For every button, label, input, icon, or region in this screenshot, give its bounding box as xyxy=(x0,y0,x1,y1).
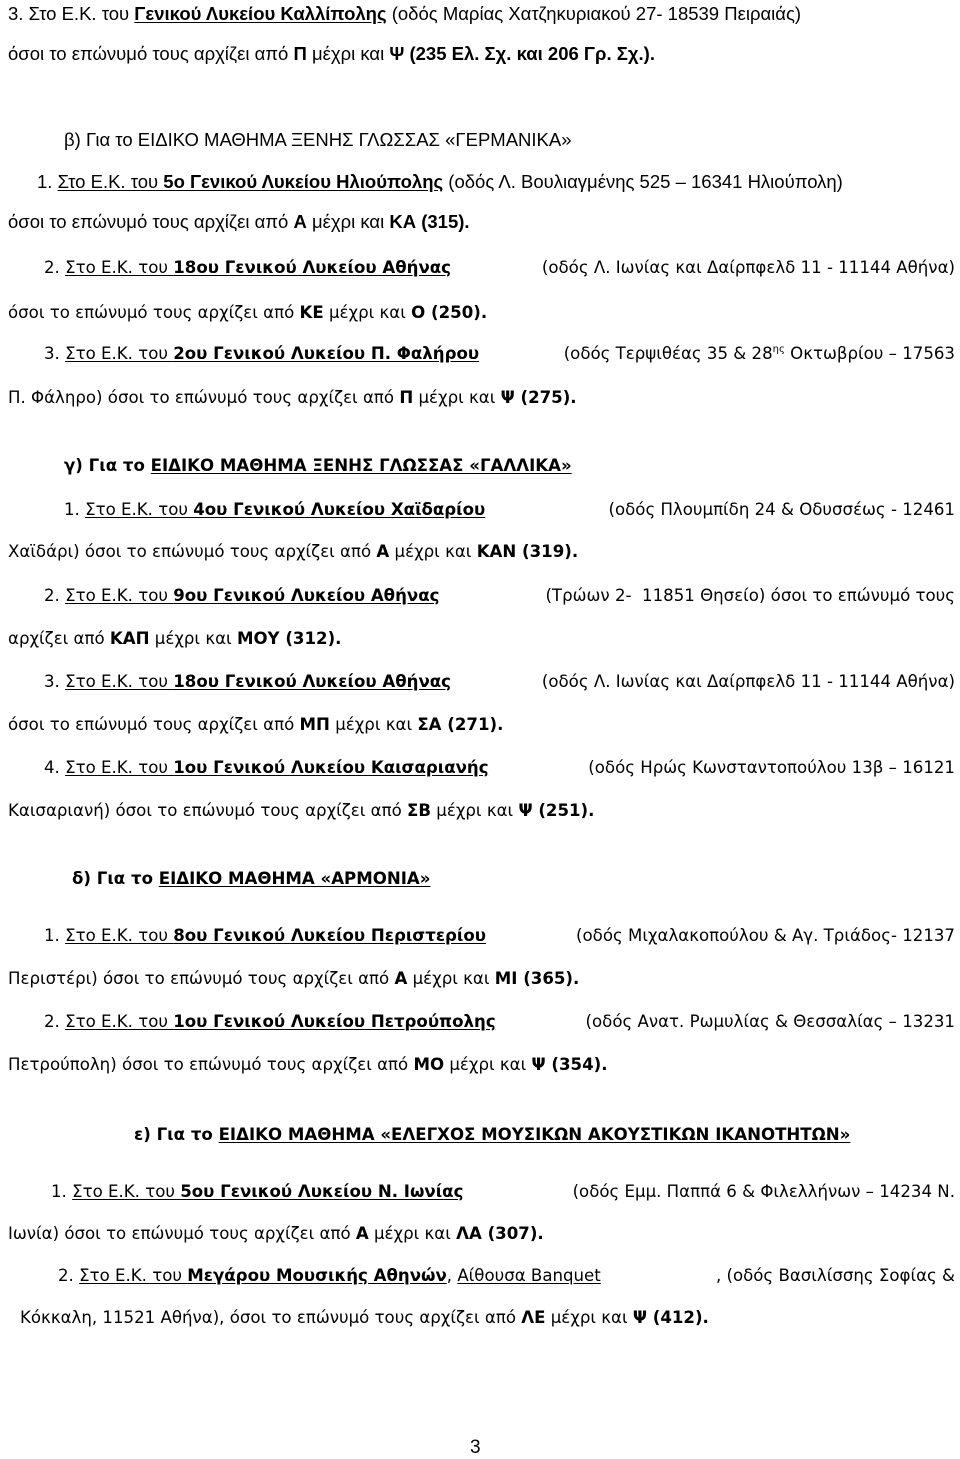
num: 1. xyxy=(51,1182,73,1201)
exam-center: Στο Ε.Κ. του xyxy=(65,758,174,777)
exam-center: Στο Ε.Κ. του xyxy=(65,258,174,277)
text: δ) Για το xyxy=(72,869,159,888)
range-end: ΜΙ (365). xyxy=(494,969,580,988)
hall-name: Αίθουσα Banquet xyxy=(457,1266,601,1285)
range-end: ΛΑ (307). xyxy=(456,1224,544,1243)
exam-center: Στο Ε.Κ. του xyxy=(57,171,164,192)
text: μέχρι και xyxy=(413,388,501,407)
school-name: 8ου Γενικού Λυκείου Περιστερίου xyxy=(173,926,487,945)
text: μέχρι και xyxy=(444,1055,532,1074)
text: (οδός Μιχαλακοπούλου & Αγ. Τριάδος- 12137 xyxy=(570,926,955,945)
text: (οδός Μαρίας Χατζηκυριακού 27- 18539 Πειραιάς) xyxy=(386,3,802,24)
text xyxy=(44,924,486,948)
section-c-item1-line2 xyxy=(8,540,578,564)
num: 3. xyxy=(44,344,66,363)
section-a-item3-line2 xyxy=(8,42,655,66)
num: 4. xyxy=(44,758,66,777)
subject: ΕΙΔΙΚΟ ΜΑΘΗΜΑ «ΕΛΕΓΧΟΣ ΜΟΥΣΙΚΩΝ ΑΚΟΥΣΤΙΚΩΝ ΙΚΑΝΟΤΗΤΩΝ» xyxy=(218,1125,851,1144)
section-c-item2-line1 xyxy=(44,584,955,608)
count: (235 Ελ. Σχ. και 206 Γρ. Σχ.). xyxy=(409,43,655,64)
text: μέχρι και xyxy=(368,1224,457,1243)
section-e-heading xyxy=(134,1123,850,1147)
range-start: Π xyxy=(399,388,414,407)
subject: ΕΙΔΙΚΟ ΜΑΘΗΜΑ ΞΕΝΗΣ ΓΛΩΣΣΑΣ «ΓΑΛΛΙΚΑ» xyxy=(150,456,572,475)
exam-center: Στο Ε.Κ. του xyxy=(65,926,174,945)
range-end: Ψ (354). xyxy=(531,1055,608,1074)
text: Χαϊδάρι) όσοι το επώνυμό τους αρχίζει από xyxy=(8,542,377,561)
text: (οδός Λ. Βουλιαγμένης 525 – 16341 Ηλιούπολη) xyxy=(443,171,843,192)
range-end: ΚΑ (315). xyxy=(389,211,470,232)
exam-center: Στο Ε.Κ. του xyxy=(65,344,174,363)
text: Περιστέρι) όσοι το επώνυμό τους αρχίζει από xyxy=(8,969,395,988)
superscript: ης xyxy=(772,344,785,355)
school-name: 9ου Γενικού Λυκείου Αθήνας xyxy=(173,586,440,605)
school-name: 5ο Γενικού Λυκείου Ηλιούπολης xyxy=(163,171,444,192)
exam-center: Στο Ε.Κ. του xyxy=(85,500,194,519)
section-e-item2-line2 xyxy=(20,1306,709,1330)
range-start: ΜΟ xyxy=(413,1055,445,1074)
text: μέχρι και xyxy=(545,1308,633,1327)
text: Κόκκαλη, 11521 Αθήνα), όσοι το επώνυμό τους αρχίζει από xyxy=(20,1308,522,1327)
address: (οδός Τερψιθέας 35 & 28 xyxy=(558,344,773,363)
range-start: Α xyxy=(376,542,390,561)
range-end: Ψ (275). xyxy=(500,388,577,407)
text: ε) Για το xyxy=(134,1125,219,1144)
num: 2. xyxy=(58,1266,80,1285)
text xyxy=(44,256,451,280)
text: όσοι το επώνυμό τους αρχίζει από xyxy=(8,715,300,734)
text: Πετρούπολη) όσοι το επώνυμό τους αρχίζει από xyxy=(8,1055,414,1074)
school-name: 2ου Γενικού Λυκείου Π. Φαλήρου xyxy=(173,344,480,363)
text: (Τρώων 2- 11851 Θησείο) όσοι το επώνυμό τους xyxy=(540,586,955,605)
section-e-item1-line2 xyxy=(8,1222,544,1246)
range-start: ΛΕ xyxy=(521,1308,546,1327)
range-end: ΜΟΥ (312). xyxy=(236,629,342,648)
range-end: Ψ (251). xyxy=(518,801,595,820)
exam-center: Στο Ε.Κ. του xyxy=(65,672,174,691)
range-start: ΜΠ xyxy=(299,715,330,734)
text: μέχρι και xyxy=(329,715,418,734)
section-b-item3-line1 xyxy=(44,342,955,366)
range-start: ΣΒ xyxy=(407,801,432,820)
text: Ιωνία) όσοι το επώνυμό τους αρχίζει από xyxy=(8,1224,356,1243)
text: Καισαριανή) όσοι το επώνυμό τους αρχίζει από xyxy=(8,801,408,820)
range-end: Ο (250). xyxy=(411,303,488,322)
text: (οδός Λ. Ιωνίας και Δαίρπφελδ 11 - 11144 Αθήνα) xyxy=(536,258,955,277)
range-start: ΚΕ xyxy=(299,303,324,322)
text: μέχρι και xyxy=(306,211,390,232)
section-e-item2-line1 xyxy=(58,1264,955,1288)
range-start: Α xyxy=(394,969,408,988)
section-e-item1-line1 xyxy=(51,1180,955,1204)
exam-center: Στο Ε.Κ. του xyxy=(65,586,174,605)
section-b-item1-line2 xyxy=(8,210,470,234)
text: (οδός Πλουμπίδη 24 & Οδυσσέως - 12461 xyxy=(603,500,955,519)
text: , (οδός Βασιλίσσης Σοφίας & xyxy=(715,1266,955,1285)
section-d-item2-line2 xyxy=(8,1053,608,1077)
separator: , xyxy=(446,1266,458,1285)
num: 2. xyxy=(44,1012,66,1031)
range-end: ΣΑ (271). xyxy=(417,715,504,734)
text: 1. xyxy=(37,171,58,192)
page-number: 3 xyxy=(470,1437,481,1458)
text: μέχρι και xyxy=(407,969,495,988)
section-c-item4-line2 xyxy=(8,799,594,823)
text: μέχρι και xyxy=(431,801,519,820)
section-b-heading: β) Για το ΕΙΔΙΚΟ ΜΑΘΗΜΑ ΞΕΝΗΣ ΓΛΩΣΣΑΣ «ΓΕΡΜΑΝΙΚΑ» xyxy=(64,129,572,150)
text xyxy=(44,1010,496,1034)
section-b-item2-line2 xyxy=(8,301,487,325)
text: (οδός Ανατ. Ρωμυλίας & Θεσσαλίας – 13231 xyxy=(580,1012,955,1031)
section-a-item3-line1 xyxy=(8,2,801,26)
school-name: 5ου Γενικού Λυκείου Ν. Ιωνίας xyxy=(180,1182,464,1201)
text: μέχρι και xyxy=(149,629,237,648)
range-start: Π xyxy=(293,43,307,64)
section-b-item2-line1 xyxy=(44,256,955,280)
text: (οδός Ηρώς Κωνσταντοπούλου 13β – 16121 xyxy=(583,758,955,777)
text: (οδός Εμμ. Παππά 6 & Φιλελλήνων – 14234 Ν. xyxy=(567,1182,955,1201)
text xyxy=(44,342,479,366)
section-c-item3-line1 xyxy=(44,670,955,694)
school-name: 1ου Γενικού Λυκείου Καισαριανής xyxy=(173,758,489,777)
text: μέχρι και xyxy=(306,43,390,64)
range-end: ΚΑΝ (319). xyxy=(476,542,579,561)
school-name: 4ου Γενικού Λυκείου Χαϊδαρίου xyxy=(193,500,486,519)
text xyxy=(44,584,439,608)
school-name: Γενικού Λυκείου Καλλίπολης xyxy=(134,3,387,24)
text xyxy=(558,342,955,366)
num: 2. xyxy=(44,586,66,605)
section-d-item2-line1 xyxy=(44,1010,955,1034)
num: 1. xyxy=(44,926,66,945)
range-start: Α xyxy=(293,211,307,232)
num: 2. xyxy=(44,258,66,277)
exam-center: Στο Ε.Κ. του xyxy=(79,1266,188,1285)
range-start: ΚΑΠ xyxy=(109,629,150,648)
address: Οκτωβρίου – 17563 xyxy=(784,344,955,363)
section-c-item2-line2 xyxy=(8,627,341,651)
text: αρχίζει από xyxy=(8,629,110,648)
text: γ) Για το xyxy=(64,456,151,475)
text xyxy=(44,756,489,780)
section-c-heading xyxy=(64,454,572,478)
text xyxy=(64,498,485,522)
text: Π. Φάληρο) όσοι το επώνυμό τους αρχίζει από xyxy=(8,388,400,407)
text: 3. Στο Ε.Κ. του xyxy=(8,3,135,24)
text: (οδός Λ. Ιωνίας και Δαίρπφελδ 11 - 11144 Αθήνα) xyxy=(536,672,955,691)
text: όσοι το επώνυμό τους αρχίζει από xyxy=(8,303,300,322)
section-d-heading xyxy=(72,867,430,891)
range-start: Α xyxy=(355,1224,369,1243)
text: μέχρι και xyxy=(389,542,477,561)
section-d-item1-line1 xyxy=(44,924,955,948)
school-name: 1ου Γενικού Λυκείου Πετρούπολης xyxy=(173,1012,496,1031)
subject: ΕΙΔΙΚΟ ΜΑΘΗΜΑ «ΑΡΜΟΝΙΑ» xyxy=(158,869,431,888)
section-c-item4-line1 xyxy=(44,756,955,780)
school-name: 18ου Γενικού Λυκείου Αθήνας xyxy=(173,672,451,691)
text xyxy=(58,1264,601,1288)
text: μέχρι και xyxy=(323,303,412,322)
text: όσοι το επώνυμό τους αρχίζει από xyxy=(8,43,294,64)
range-end: Ψ (412). xyxy=(632,1308,709,1327)
section-b-item3-line2 xyxy=(8,386,577,410)
school-name: 18ου Γενικού Λυκείου Αθήνας xyxy=(173,258,451,277)
section-c-item3-line2 xyxy=(8,713,503,737)
num: 1. xyxy=(64,500,86,519)
section-d-item1-line2 xyxy=(8,967,579,991)
num: 3. xyxy=(44,672,66,691)
school-name: Μεγάρου Μουσικής Αθηνών xyxy=(187,1266,447,1285)
range-end: Ψ xyxy=(389,43,405,64)
text xyxy=(44,670,451,694)
exam-center: Στο Ε.Κ. του xyxy=(72,1182,181,1201)
section-c-item1-line1 xyxy=(64,498,955,522)
text xyxy=(51,1180,463,1204)
section-b-item1-line1 xyxy=(37,170,843,194)
exam-center: Στο Ε.Κ. του xyxy=(65,1012,174,1031)
text: όσοι το επώνυμό τους αρχίζει από xyxy=(8,211,294,232)
